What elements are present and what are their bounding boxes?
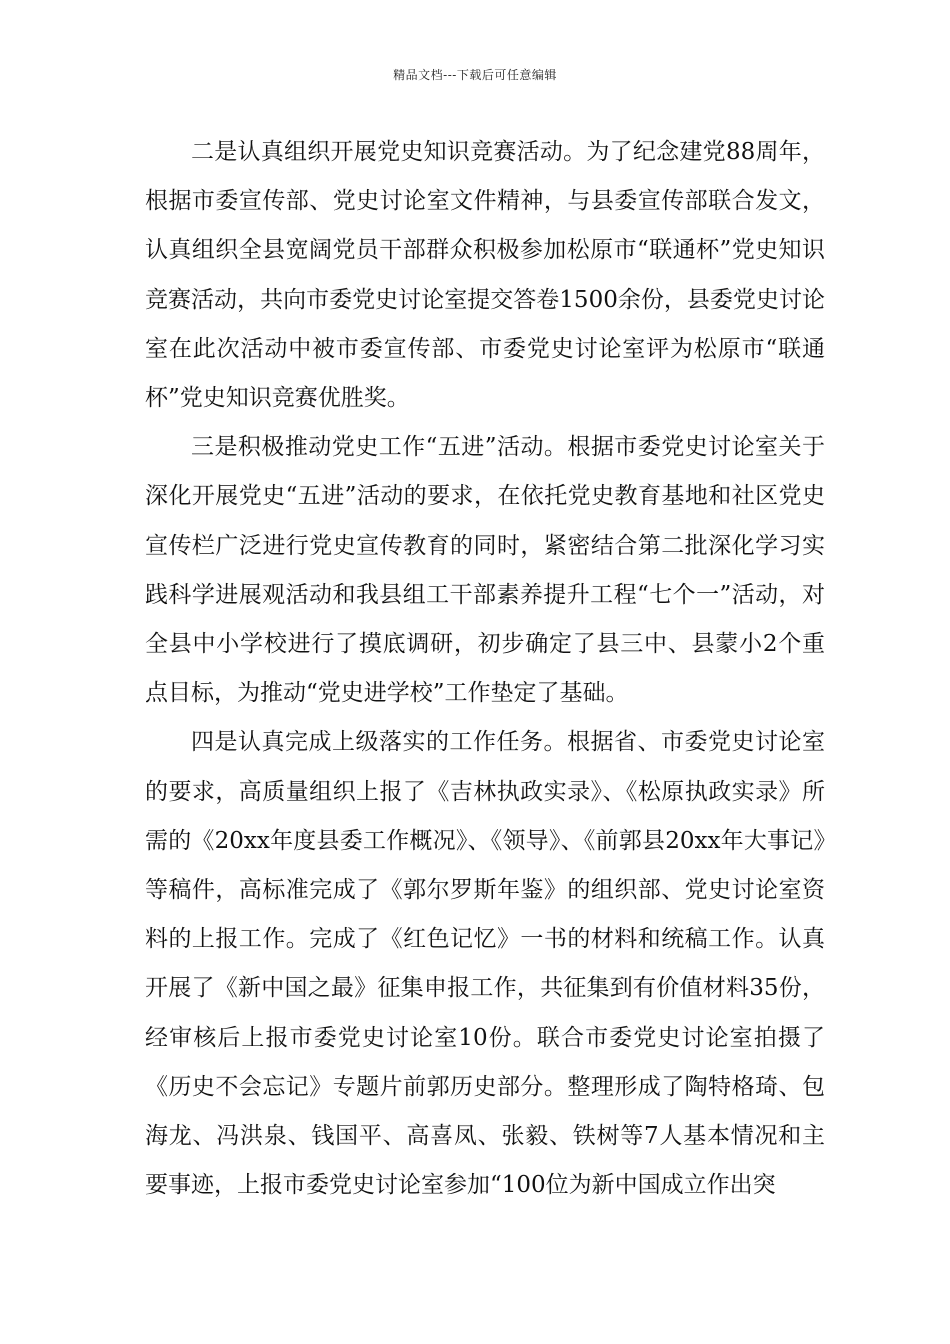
paragraph-five-entries: 三是积极推动党史工作“五进”活动。根据市委党史讨论室关于深化开展党史“五进”活动的要求，在依托党史教育基地和社区党史宣传栏广泛进行党史宣传教育的同时，紧密结合第二批深化学习实践科学进展观活动和我县组工干部素养提升工程“七个一”活动，对全县中小学校进行了摸底调研，初步确定了县三中、县蒙小2个重点目标，为推动“党史进学校”工作垫定了基础。 bbox=[145, 434, 825, 707]
page-header: 精品文档---下载后可任意编辑 bbox=[393, 68, 557, 82]
paragraph-tasks: 四是认真完成上级落实的工作任务。根据省、市委党史讨论室的要求，高质量组织上报了《吉林执政实录》、《松原执政实录》所需的《20xx年度县委工作概况》、《领导》、《前郭县20xx年大事记》等稿件，高标准完成了《郭尔罗斯年鉴》的组织部、党史讨论室资料的上报工作。完成了《红色记忆》一书的材料和统稿工作。认真开展了《新中国之最》征集申报工作，共征集到有价值材料35份，经审核后上报市委党史讨论室10份。联合市委党史讨论室拍摄了《历史不会忘记》专题片前郭历史部分。整理形成了陶特格琦、包海龙、冯洪泉、钱国平、高喜凤、张毅、铁树等7人基本情况和主要事迹，上报市委党史讨论室参加“100位为新中国成立作出突 bbox=[145, 729, 825, 1199]
paragraph-contest: 二是认真组织开展党史知识竞赛活动。为了纪念建党88周年，根据市委宣传部、党史讨论室文件精神，与县委宣传部联合发文，认真组织全县宽阔党员干部群众积极参加松原市“联通杯”党史知识竞赛活动，共向市委党史讨论室提交答卷1500余份，县委党史讨论室在此次活动中被市委宣传部、市委党史讨论室评为松原市“联通杯”党史知识竞赛优胜奖。 bbox=[145, 139, 825, 412]
document-body bbox=[145, 128, 825, 1210]
